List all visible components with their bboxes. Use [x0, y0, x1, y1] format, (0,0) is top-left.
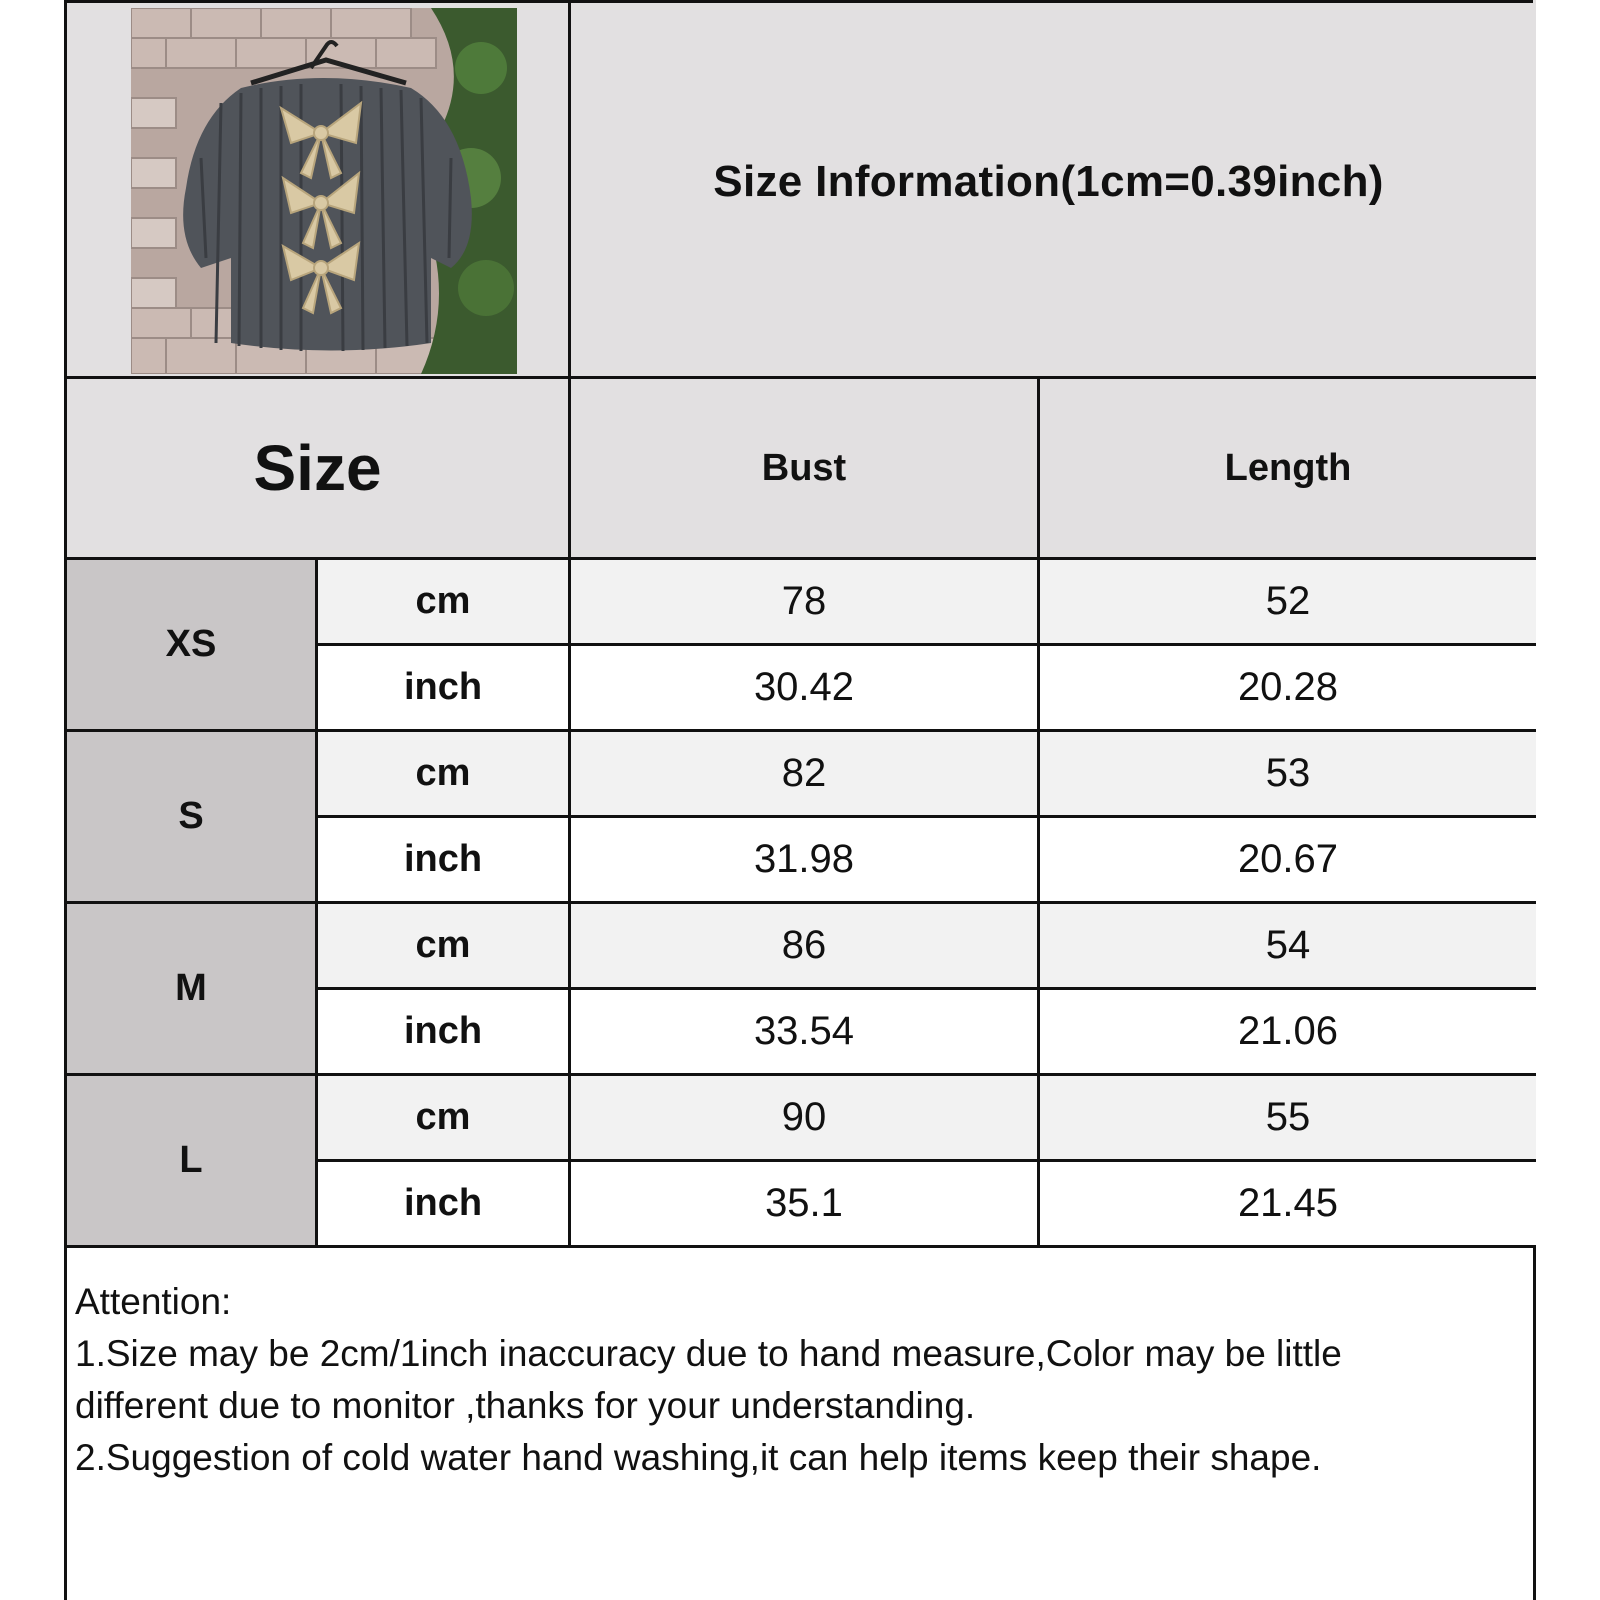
length-value-cell-text: 52: [1265, 579, 1311, 623]
length-value-cell-text: 53: [1265, 751, 1311, 795]
unit-cell-text: inch: [403, 666, 483, 708]
bust-value-cell-text: 90: [781, 1095, 827, 1139]
bust-value-cell-text: 33.54: [753, 1009, 855, 1053]
bust-value-cell: [571, 1076, 1037, 1159]
size-cell-s: [67, 732, 315, 901]
unit-cell-text: cm: [415, 752, 471, 794]
length-value-cell: [1040, 646, 1536, 729]
unit-cell-text: cm: [415, 924, 471, 966]
bust-value-cell: [571, 646, 1037, 729]
length-value-cell-text: 55: [1265, 1095, 1311, 1139]
size-cell-l-text: L: [179, 1139, 203, 1181]
length-value-cell-text: 20.28: [1237, 665, 1339, 709]
unit-cell: [318, 646, 568, 729]
length-value-cell-text: 21.06: [1237, 1009, 1339, 1053]
product-photo: [131, 8, 517, 374]
size-cell-xs: [67, 560, 315, 729]
length-value-cell: [1040, 732, 1536, 815]
unit-cell: [318, 818, 568, 901]
attention-notes: [75, 1276, 1525, 1484]
attention-heading: Attention:: [75, 1281, 232, 1322]
size-cell-s-text: S: [178, 795, 204, 837]
bust-header: [571, 379, 1037, 557]
bust-value-cell-text: 86: [781, 923, 827, 967]
length-value-cell-text: 54: [1265, 923, 1311, 967]
unit-cell-text: inch: [403, 1182, 483, 1224]
title-cell: [571, 0, 1536, 376]
length-header-label: Length: [1224, 446, 1352, 489]
size-cell-xs-text: XS: [165, 623, 217, 665]
unit-cell: [318, 1076, 568, 1159]
length-value-cell: [1040, 1076, 1536, 1159]
bust-value-cell: [571, 1162, 1037, 1245]
unit-cell: [318, 560, 568, 643]
unit-cell: [318, 1162, 568, 1245]
bust-value-cell-text: 35.1: [765, 1181, 843, 1225]
unit-cell: [318, 732, 568, 815]
bust-value-cell: [571, 732, 1037, 815]
size-header: [67, 379, 568, 557]
size-cell-m-text: M: [175, 967, 207, 1009]
size-chart: [64, 0, 1536, 1600]
bust-value-cell: [571, 904, 1037, 987]
size-header-label: Size: [253, 432, 382, 504]
length-value-cell: [1040, 990, 1536, 1073]
length-value-cell: [1040, 1162, 1536, 1245]
bust-value-cell-text: 78: [781, 579, 827, 623]
length-value-cell: [1040, 560, 1536, 643]
length-value-cell: [1040, 904, 1536, 987]
bust-value-cell-text: 31.98: [753, 837, 855, 881]
bust-value-cell: [571, 560, 1037, 643]
bust-value-cell-text: 82: [781, 751, 827, 795]
product-photo-cell: [67, 0, 568, 376]
size-cell-l: [67, 1076, 315, 1245]
page-title: Size Information(1cm=0.39inch): [713, 157, 1384, 206]
size-cell-m: [67, 904, 315, 1073]
unit-cell: [318, 904, 568, 987]
note-line-1: 1.Size may be 2cm/1inch inaccuracy due to hand measure,Color may be little: [75, 1333, 1342, 1374]
bust-header-label: Bust: [761, 446, 847, 489]
length-value-cell-text: 21.45: [1237, 1181, 1339, 1225]
unit-cell-text: cm: [415, 580, 471, 622]
note-line-3: 2.Suggestion of cold water hand washing,it can help items keep their shape.: [75, 1437, 1322, 1478]
unit-cell: [318, 990, 568, 1073]
bust-value-cell-text: 30.42: [753, 665, 855, 709]
length-value-cell-text: 20.67: [1237, 837, 1339, 881]
unit-cell-text: inch: [403, 1010, 483, 1052]
length-value-cell: [1040, 818, 1536, 901]
length-header: [1040, 379, 1536, 557]
unit-cell-text: inch: [403, 838, 483, 880]
note-line-2: different due to monitor ,thanks for your understanding.: [75, 1385, 976, 1426]
bust-value-cell: [571, 818, 1037, 901]
bust-value-cell: [571, 990, 1037, 1073]
unit-cell-text: cm: [415, 1096, 471, 1138]
